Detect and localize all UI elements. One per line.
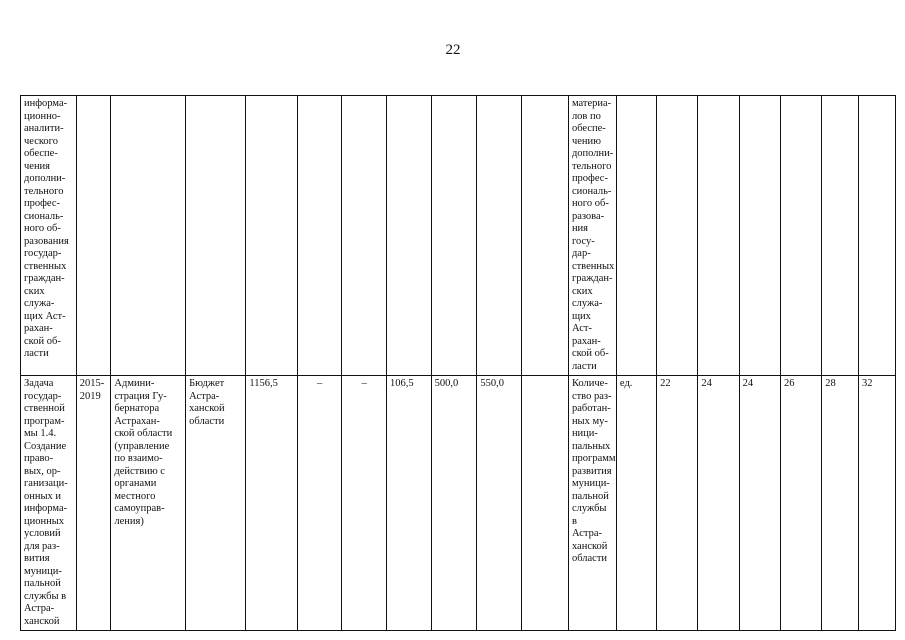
table-row <box>21 376 896 631</box>
value-cell: 24 <box>698 376 739 631</box>
funding-source-cell <box>186 96 246 376</box>
value-cell: 26 <box>780 376 821 631</box>
executor-cell <box>111 96 186 376</box>
value-cell: 28 <box>822 376 859 631</box>
unit-cell: ед. <box>616 376 656 631</box>
year-2016-cell: – <box>342 376 387 631</box>
value-cell: 24 <box>739 376 780 631</box>
year-2018-cell: 500,0 <box>431 376 477 631</box>
period-cell: 2015- 2019 <box>76 376 111 631</box>
year-2020-cell <box>522 96 569 376</box>
total-cell <box>246 96 297 376</box>
value-cell <box>859 96 896 376</box>
task-name-cell: Задача государ- ственной програм- мы 1.4. Создание право- вых, ор- ганизаци- онных и информа- ционных условий для раз- вития муници- пальной службы в Астра- ханской <box>21 376 77 631</box>
value-cell <box>822 96 859 376</box>
task-name-cell: информа- ционно- аналити- ческого обеспе- чения дополни- тельного профес- сиональ- ного об- разования государ- ственных граждан- ских служа- щих Аст- рахан- ской об- ласти <box>21 96 77 376</box>
year-2020-cell <box>522 376 569 631</box>
value-cell <box>657 96 698 376</box>
year-2016-cell <box>342 96 387 376</box>
year-2017-cell: 106,5 <box>387 376 432 631</box>
year-2015-cell <box>297 96 342 376</box>
value-cell <box>698 96 739 376</box>
total-cell: 1156,5 <box>246 376 297 631</box>
executor-cell: Админи- страция Гу- бернатора Астрахан- ской области (управление по взаимо- действию с органами местного самоуправ- ления) <box>111 376 186 631</box>
program-table <box>20 95 896 631</box>
indicator-cell: материа- лов по обеспе- чению дополни- тельного профес- сиональ- ного об- разова- ния госу- дар- ственных граждан- ских служа- щих Аст- рахан- ской об- ласти <box>568 96 616 376</box>
page-number: 22 <box>445 42 461 58</box>
unit-cell <box>616 96 656 376</box>
year-2018-cell <box>431 96 477 376</box>
year-2015-cell: – <box>297 376 342 631</box>
value-cell <box>780 96 821 376</box>
value-cell: 32 <box>859 376 896 631</box>
period-cell <box>76 96 111 376</box>
indicator-cell: Количе- ство раз- работан- ных му- ници- пальных программ развития муници- пальной службы в Астра- ханской области <box>568 376 616 631</box>
value-cell: 22 <box>657 376 698 631</box>
year-2019-cell <box>477 96 522 376</box>
table-row <box>21 96 896 376</box>
year-2019-cell: 550,0 <box>477 376 522 631</box>
funding-source-cell: Бюджет Астра- ханской области <box>186 376 246 631</box>
year-2017-cell <box>387 96 432 376</box>
value-cell <box>739 96 780 376</box>
